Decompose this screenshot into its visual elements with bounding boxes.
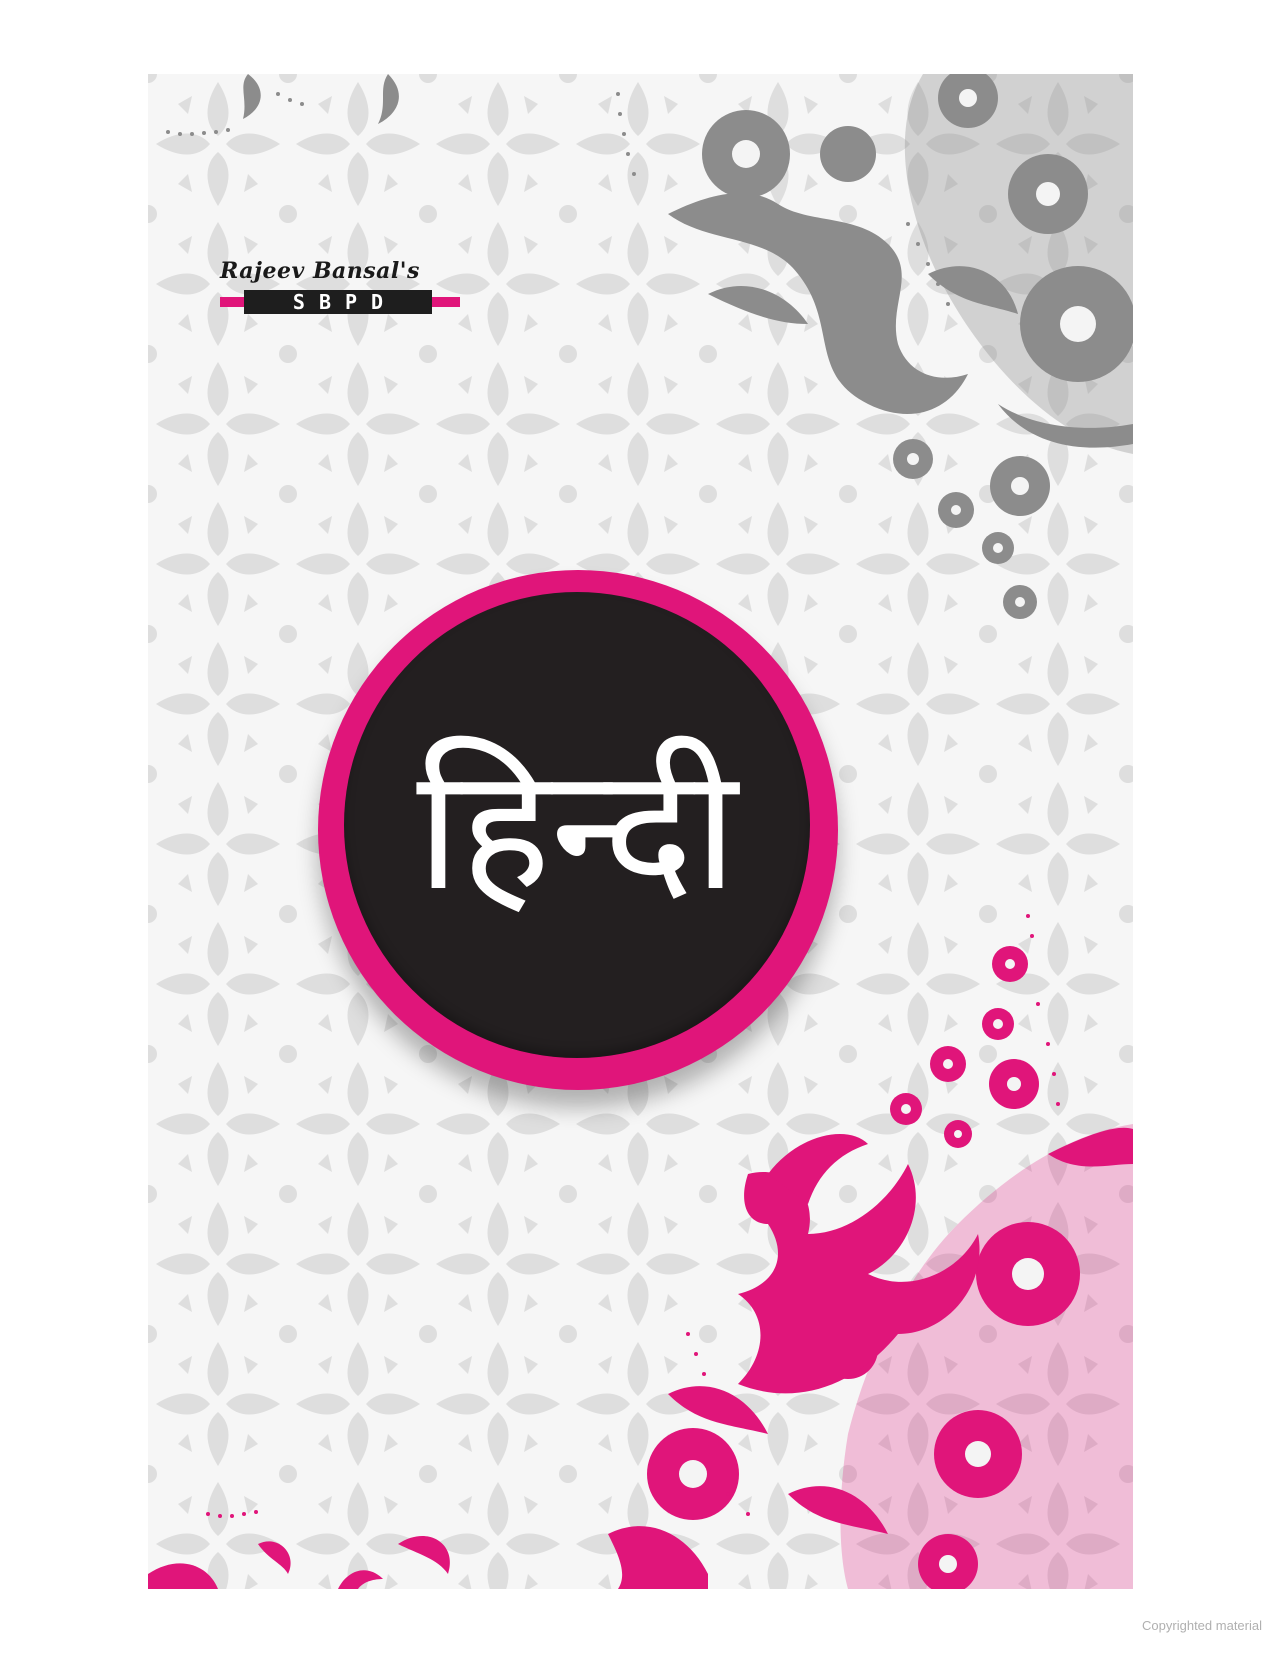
logo-box [244, 290, 432, 314]
title-badge-inner [344, 592, 810, 1058]
publisher-logo [220, 290, 460, 314]
book-cover [148, 74, 1133, 1589]
top-floral-ornament-icon [243, 74, 1133, 619]
publisher-block [220, 260, 460, 314]
logo-text: SBPD [292, 290, 398, 314]
copyright-notice: Copyrighted material [1142, 1618, 1262, 1633]
publisher-name: Rajeev Bansal's [220, 258, 420, 284]
title-badge [318, 570, 838, 1090]
book-title: हिन्दी [416, 731, 738, 929]
